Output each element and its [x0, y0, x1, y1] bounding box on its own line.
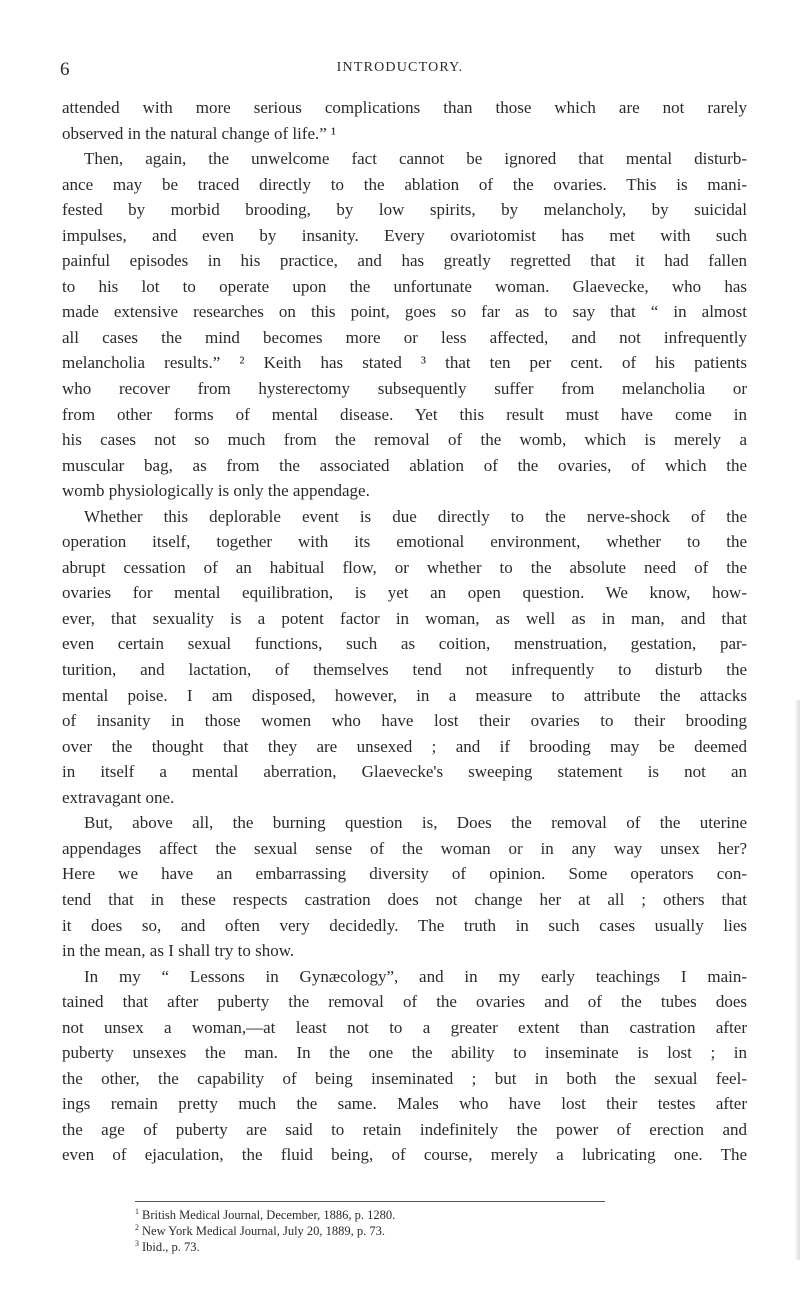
text-line: womb physiologically is only the appendage. — [62, 481, 370, 501]
text-line: ance may be traced directly to the ablation of the ovaries. This is mani- — [62, 174, 747, 194]
text-line: the other, the capability of being inseminated ; but in both the sexual feel- — [62, 1068, 747, 1088]
footnote — [135, 1223, 655, 1239]
body-text — [62, 95, 747, 1168]
footnotes — [135, 1207, 655, 1255]
text-line: painful episodes in his practice, and has greatly regretted that it had fallen — [62, 251, 747, 271]
text-line: observed in the natural change of life.” ¹ — [62, 123, 337, 143]
footnote-divider — [135, 1201, 605, 1202]
footnote-text: British Medical Journal, December, 1886, p. 1280. — [142, 1208, 396, 1222]
text-line: Here we have an embarrassing diversity of opinion. Some operators con- — [62, 864, 747, 884]
text-line: impulses, and even by insanity. Every ovariotomist has met with such — [62, 225, 747, 245]
text-line: extravagant one. — [62, 787, 175, 807]
text-line: from other forms of mental disease. Yet this result must have come in — [62, 404, 747, 424]
footnote — [135, 1239, 655, 1255]
text-line: In my “ Lessons in Gynæcology”, and in my early teachings I main- — [84, 966, 747, 986]
page-edge-shadow — [794, 700, 800, 1260]
text-line: muscular bag, as from the associated ablation of the ovaries, of which the — [62, 455, 747, 475]
text-line: melancholia results.” ² Keith has stated ³ that ten per cent. of his patients — [62, 353, 747, 373]
text-line: in the mean, as I shall try to show. — [62, 941, 295, 961]
text-line: made extensive researches on this point, goes so far as to say that “ in almost — [62, 302, 747, 322]
text-line: the age of puberty are said to retain indefinitely the power of erection and — [62, 1119, 747, 1139]
text-line: tained that after puberty the removal of the ovaries and of the tubes does — [62, 992, 747, 1012]
text-line: Whether this deplorable event is due directly to the nerve-shock of the — [84, 506, 747, 526]
text-line: all cases the mind becomes more or less affected, and not infrequently — [62, 327, 747, 347]
footnote-text: New York Medical Journal, July 20, 1889, p. 73. — [142, 1224, 386, 1238]
text-line: mental poise. I am disposed, however, in a measure to attribute the attacks — [62, 685, 747, 705]
text-line: turition, and lactation, of themselves tend not infrequently to disturb the — [62, 660, 747, 680]
text-line: over the thought that they are unsexed ; and if brooding may be deemed — [62, 736, 747, 756]
text-line: ever, that sexuality is a potent factor in woman, as well as in man, and that — [62, 608, 747, 628]
text-line: fested by morbid brooding, by low spirits, by melancholy, by suicidal — [62, 200, 747, 220]
running-title: INTRODUCTORY. — [336, 60, 464, 75]
text-line: in itself a mental aberration, Glaevecke's sweeping statement is not an — [62, 762, 747, 782]
text-line: ovaries for mental equilibration, is yet an open question. We know, how- — [62, 583, 747, 603]
text-line: it does so, and often very decidedly. The truth in such cases usually lies — [62, 915, 747, 935]
page-header — [60, 60, 740, 82]
page-number: 6 — [60, 59, 70, 80]
text-line: attended with more serious complications than those which are not rarely — [62, 98, 747, 117]
text-line: tend that in these respects castration does not change her at all ; others that — [62, 889, 747, 909]
text-line: ings remain pretty much the same. Males who have lost their testes after — [62, 1094, 747, 1114]
text-line: to his lot to operate upon the unfortunate woman. Glaevecke, who has — [62, 276, 747, 296]
text-line: But, above all, the burning question is, Does the removal of the uterine — [84, 813, 747, 833]
text-line: his cases not so much from the removal of the womb, which is merely a — [62, 430, 747, 450]
text-line: puberty unsexes the man. In the one the ability to inseminate is lost ; in — [62, 1043, 747, 1063]
text-line: appendages affect the sexual sense of the woman or in any way unsex her? — [62, 838, 747, 858]
text-line: abrupt cessation of an habitual flow, or whether to the absolute need of the — [62, 557, 747, 577]
text-line: operation itself, together with its emotional environment, whether to the — [62, 532, 747, 552]
text-line: even certain sexual functions, such as coition, menstruation, gestation, par- — [62, 634, 747, 654]
footnote-mark: 3 — [135, 1238, 139, 1248]
footnote-text: Ibid., p. 73. — [142, 1240, 200, 1254]
text-line: Then, again, the unwelcome fact cannot be ignored that mental disturb- — [84, 149, 747, 169]
footnote — [135, 1207, 655, 1223]
text-line: of insanity in those women who have lost their ovaries to their brooding — [62, 711, 747, 731]
text-line: not unsex a woman,—at least not to a greater extent than castration after — [62, 1017, 747, 1037]
footnote-mark: 2 — [135, 1222, 139, 1232]
text-line: who recover from hysterectomy subsequently suffer from melancholia or — [62, 379, 747, 399]
text-line: even of ejaculation, the fluid being, of course, merely a lubricating one. The — [62, 1145, 747, 1165]
footnote-mark: 1 — [135, 1206, 139, 1216]
